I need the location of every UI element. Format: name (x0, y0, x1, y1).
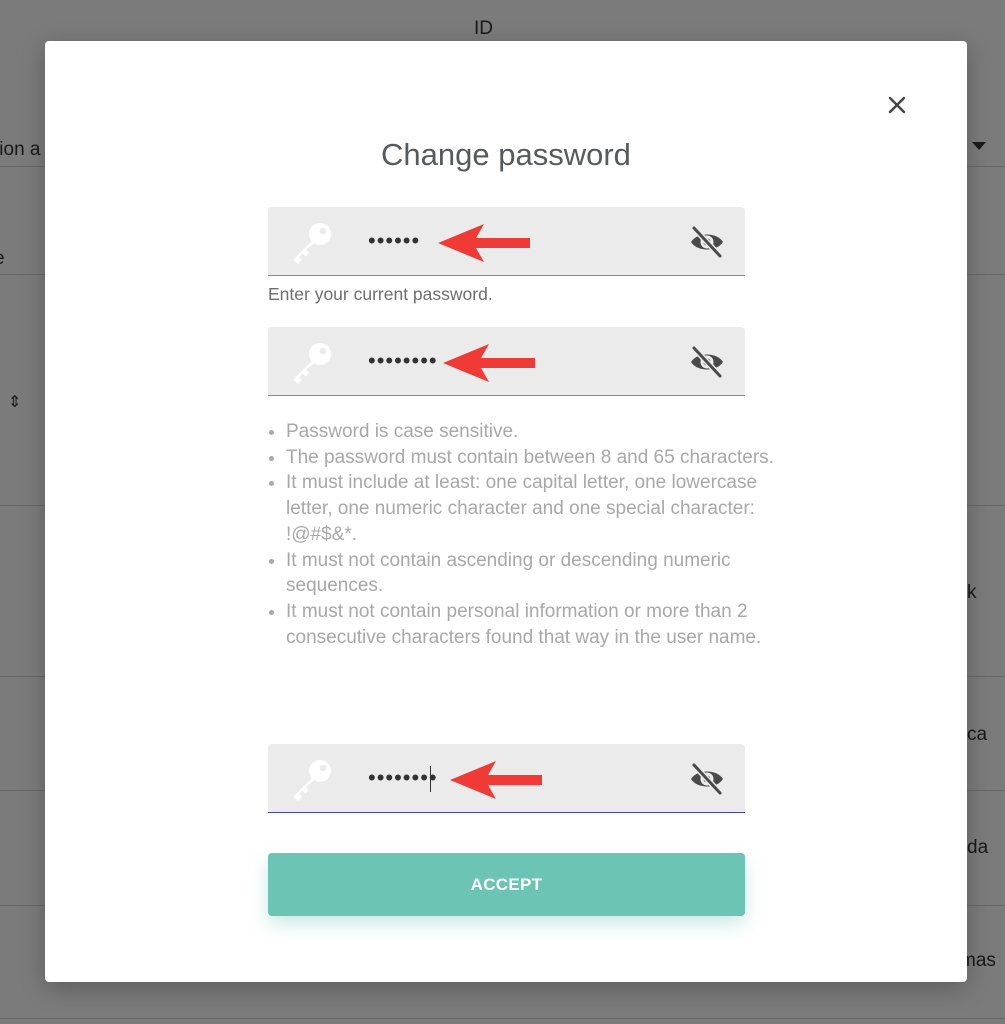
red-arrow-left-icon (441, 341, 537, 385)
current-password-helper: Enter your current password. (268, 284, 493, 304)
password-rule: • It must not contain personal information or more than 2 consecutive characters found that way in the user name. (286, 599, 776, 650)
current-password-field[interactable] (268, 207, 745, 276)
key-icon (286, 220, 334, 264)
password-rule: • Password is case sensitive. (286, 419, 776, 445)
eye-off-icon[interactable] (689, 762, 725, 796)
red-arrow-left-icon (436, 221, 532, 265)
key-icon (286, 340, 334, 384)
key-icon (286, 757, 334, 801)
text-caret (430, 766, 431, 792)
new-password-field[interactable] (268, 327, 745, 396)
password-rule: • It must include at least: one capital letter, one lowercase letter, one numeric character and one special character: !@#$&*. (286, 470, 776, 547)
change-password-dialog (45, 41, 967, 982)
accept-button[interactable]: ACCEPT (268, 853, 745, 916)
close-icon (883, 91, 911, 119)
close-button[interactable] (883, 91, 911, 119)
eye-off-icon[interactable] (689, 345, 725, 379)
eye-off-icon[interactable] (689, 225, 725, 259)
password-rule: • The password must contain between 8 and 65 characters. (286, 445, 776, 471)
red-arrow-left-icon (448, 758, 544, 802)
password-rule: • It must not contain ascending or descending numeric sequences. (286, 548, 776, 599)
confirm-password-field[interactable] (268, 744, 745, 813)
password-rules-list (259, 419, 776, 650)
dialog-title: Change password (381, 137, 631, 172)
